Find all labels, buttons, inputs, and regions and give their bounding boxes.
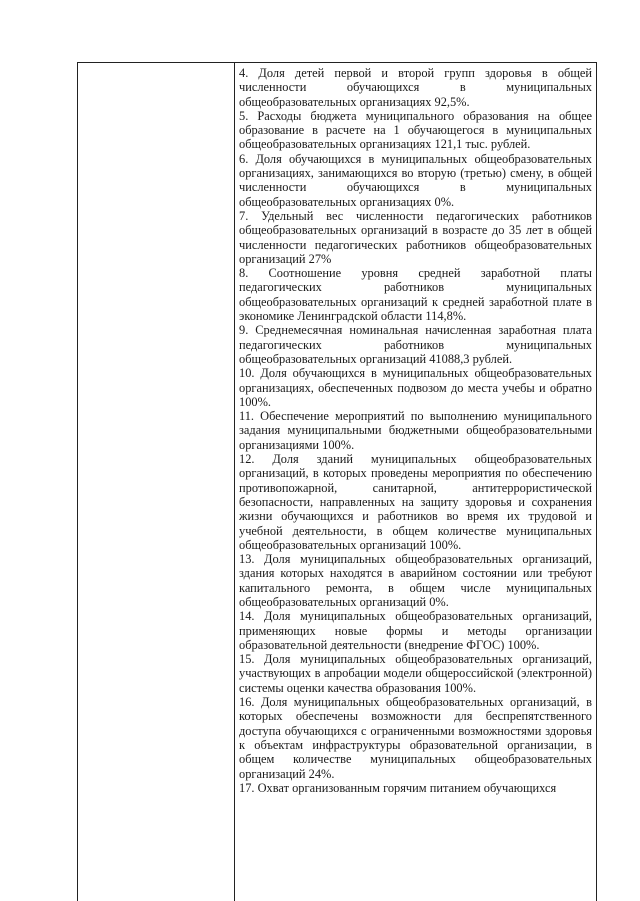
list-item: 11. Обеспечение мероприятий по выполнению муниципального задания муниципальными бюджетными общеобразовательными организациями 100%. (239, 409, 592, 452)
list-item: 16. Доля муниципальных общеобразовательных организаций, в которых обеспечены возможности для беспрепятственного доступа обучающихся с ограниченными возможностями здоровья к объектам инфраструктуры образовательной организации, в общем количестве муниципальных общеобразовательных организаций 24%. (239, 695, 592, 781)
list-item: 14. Доля муниципальных общеобразовательных организаций, применяющих новые формы и методы организации образовательной деятельности (внедрение ФГОС) 100%. (239, 609, 592, 652)
list-item: 5. Расходы бюджета муниципального образования на общее образование в расчете на 1 обучающегося в муниципальных общеобразовательных организациях 121,1 тыс. рублей. (239, 108, 592, 152)
list-item: 6. Доля обучающихся в муниципальных общеобразовательных организациях, занимающихся во вторую (третью) смену, в общей численности обучающихся в муниципальных общеобразовательных организациях 0%. (239, 151, 592, 209)
list-item: 12. Доля зданий муниципальных общеобразовательных организаций, в которых проведены мероприятия по обеспечению противопожарной, санитарной, антитеррористической безопасности, направленных на защиту здоровья и сохранения жизни обучающихся и работников во время их трудовой и учебной деятельности, в общем количестве муниципальных общеобразовательных организаций 100%. (239, 452, 592, 552)
list-item: 4. Доля детей первой и второй групп здоровья в общей численности обучающихся в муниципальных общеобразовательных организациях 92,5%. (239, 66, 592, 109)
list-item: 10. Доля обучающихся в муниципальных общеобразовательных организациях, обеспеченных подвозом до места учебы и обратно 100%. (239, 366, 592, 409)
indicators-table (77, 62, 597, 901)
list-item: 8. Соотношение уровня средней заработной платы педагогических работников муниципальных общеобразовательных организаций к средней заработной плате в экономике Ленинградской области 114,8%. (239, 266, 592, 324)
list-item: 15. Доля муниципальных общеобразовательных организаций, участвующих в апробации модели общероссийской (электронной) системы оценки качества образования 100%. (239, 652, 592, 695)
list-item: 13. Доля муниципальных общеобразовательных организаций, здания которых находятся в аварийном состоянии или требуют капитального ремонта, в общем числе муниципальных общеобразовательных организаций 0%. (239, 552, 592, 609)
table-left-column (78, 63, 235, 901)
table-right-column (235, 63, 596, 901)
list-item: 17. Охват организованным горячим питанием обучающихся (239, 780, 557, 795)
list-item: 9. Среднемесячная номинальная начисленная заработная плата педагогических работников муниципальных общеобразовательных организаций 41088,3 рублей. (239, 323, 592, 366)
list-item: 7. Удельный вес численности педагогических работников общеобразовательных организаций в возрасте до 35 лет в общей численности педагогических работников общеобразовательных организаций 27% (239, 208, 592, 266)
